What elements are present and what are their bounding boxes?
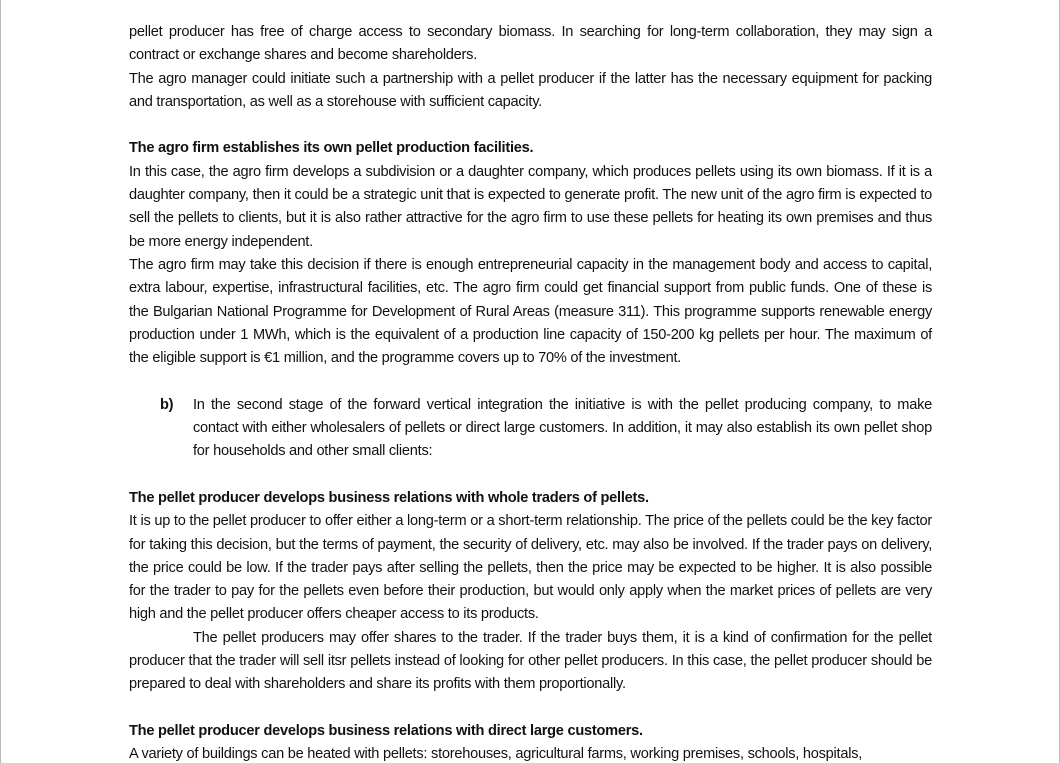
list-item-b	[160, 394, 932, 464]
paragraph-gap	[129, 464, 932, 487]
paragraph: A variety of buildings can be heated with pellets: storehouses, agricultural farms, working premises, schools, hospitals,	[129, 746, 863, 763]
section-heading: The agro firm establishes its own pellet production facilities.	[129, 140, 534, 157]
paragraph: It is up to the pellet producer to offer either a long-term or a short-term relationship. The price of the pellets could be the key factor for taking this decision, but the terms of payment, the security of delivery, etc. may also be involved. If the trader pays on delivery, the price could be low. If the trader pays after selling the pellets, then the price may be expected to be higher. It is also possible for the trader to pay for the pellets even before their production, but would only apply when the market prices of pellets are very high and the pellet producer offers cheaper access to its products.	[129, 513, 932, 623]
paragraph-gap	[129, 697, 932, 720]
list-item-text: In the second stage of the forward vertical integration the initiative is with the pellet producing company, to make contact with either wholesalers of pellets or direct large customers. In addition, it may also establish its own pellet shop for households and other small clients:	[193, 396, 932, 460]
section-heading: The pellet producer develops business relations with whole traders of pellets.	[129, 489, 649, 506]
paragraph: The agro firm may take this decision if there is enough entrepreneurial capacity in the management body and access to capital, extra labour, expertise, infrastructural facilities, etc. The agro firm could get financial support from public funds. One of these is the Bulgarian National Programme for Development of Rural Areas (measure 311). This programme supports renewable energy production under 1 MWh, which is the equivalent of a production line capacity of 150-200 kg pellets per hour. The maximum of the eligible support is €1 million, and the programme covers up to 70% of the investment.	[129, 256, 932, 367]
paragraph-gap	[129, 370, 932, 393]
paragraph: pellet producer has free of charge access to secondary biomass. In searching for long-term collaboration, they may sign a contract or exchange shares and become shareholders.	[129, 24, 932, 64]
paragraph: The pellet producers may offer shares to the trader. If the trader buys them, it is a kind of confirmation for the pellet producer that the trader will sell itsr pellets instead of looking for other pellet producers. In this case, the pellet producer should be prepared to deal with shareholders and share its profits with them proportionally.	[129, 629, 932, 693]
paragraph-gap	[129, 114, 932, 137]
document-body	[129, 21, 932, 763]
section-heading: The pellet producer develops business relations with direct large customers.	[129, 722, 643, 739]
list-marker: b)	[160, 396, 174, 413]
paragraph: The agro manager could initiate such a partnership with a pellet producer if the latter has the necessary equipment for packing and transportation, as well as a storehouse with sufficient capacity.	[129, 70, 932, 110]
paragraph: In this case, the agro firm develops a subdivision or a daughter company, which produces pellets using its own biomass. If it is a daughter company, then it could be a strategic unit that is expected to generate profit. The new unit of the agro firm is expected to sell the pellets to clients, but it is also rather attractive for the agro firm to use these pellets for heating its own premises and thus be more energy independent.	[129, 163, 932, 250]
